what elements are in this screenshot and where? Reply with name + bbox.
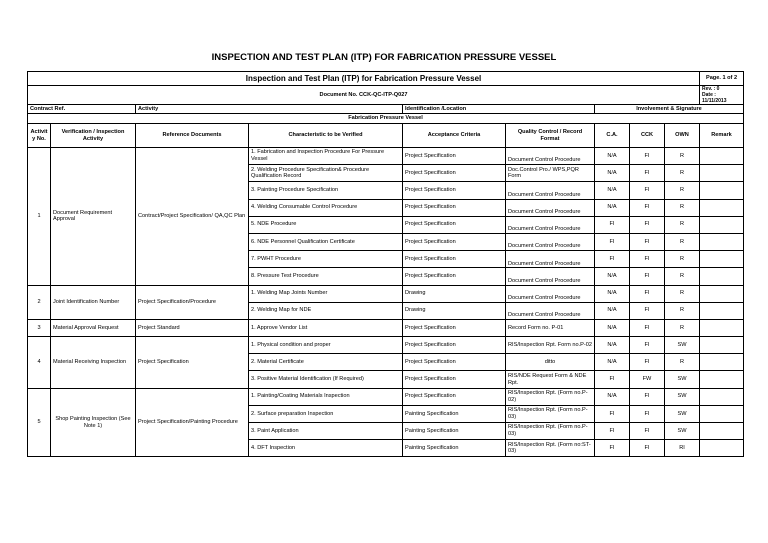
own-value: R [665, 199, 700, 216]
ca-value: FI [595, 216, 630, 233]
remark-value [700, 148, 744, 165]
col-verification: Verification / Inspection Activity [51, 124, 136, 148]
qc-record-format: Document Control Procedure [506, 251, 595, 268]
acceptance-criteria: Project Specification [403, 388, 506, 405]
reference-documents: Project Specification/Painting Procedure [136, 388, 249, 457]
table-row [28, 148, 744, 165]
qc-record-format: RIS/Inspection Rpt. (Form no:ST-03) [506, 440, 595, 457]
qc-record-format: RIS/Inspection Rpt. (Form no.P-03) [506, 423, 595, 440]
verification-activity: Document Requirement Approval [51, 148, 136, 286]
qc-record-format: Document Control Procedure [506, 148, 595, 165]
activity-number: 5 [28, 388, 51, 457]
qc-record-format: Record Form no. P-01 [506, 319, 595, 336]
own-value: R [665, 233, 700, 250]
activity-label: Activity [136, 105, 403, 114]
characteristic: 4. Welding Consumable Control Procedure [249, 199, 403, 216]
remark-value [700, 268, 744, 285]
ca-value: N/A [595, 182, 630, 199]
qc-record-format: Document Control Procedure [506, 285, 595, 302]
acceptance-criteria: Project Specification [403, 182, 506, 199]
own-value: R [665, 268, 700, 285]
qc-record-format: RIS/NDE Request Form & NDE Rpt. [506, 371, 595, 388]
characteristic: 1. Painting/Coating Materials Inspection [249, 388, 403, 405]
qc-record-format: RIS/Inspection Rpt. Form no.P-02 [506, 337, 595, 354]
own-value: SW [665, 337, 700, 354]
own-value: SW [665, 405, 700, 422]
characteristic: 4. DFT Inspection [249, 440, 403, 457]
qc-record-format: Doc.Control Pro./ WPS,PQR Form [506, 165, 595, 182]
table-row [28, 337, 744, 354]
acceptance-criteria: Project Specification [403, 251, 506, 268]
qc-record-format: RIS/Inspection Rpt. (Form no.P-02) [506, 388, 595, 405]
table-row [28, 285, 744, 302]
reference-documents: Project Specification/Procedure [136, 285, 249, 319]
col-cck: CCK [630, 124, 665, 148]
qc-record-format: Document Control Procedure [506, 302, 595, 319]
verification-activity: Shop Painting Inspection (See Note 1) [51, 388, 136, 457]
col-acceptance: Acceptance Criteria [403, 124, 506, 148]
qc-record-format: Document Control Procedure [506, 199, 595, 216]
cck-value: FI [630, 285, 665, 302]
qc-record-format: Document Control Procedure [506, 268, 595, 285]
cck-value: FI [630, 319, 665, 336]
involvement-label: Involvement & Signature [595, 105, 744, 114]
own-value: R [665, 285, 700, 302]
rev-date [700, 86, 744, 105]
qc-record-format: Document Control Procedure [506, 233, 595, 250]
cck-value: FI [630, 423, 665, 440]
cck-value: FI [630, 148, 665, 165]
characteristic: 3. Paint Application [249, 423, 403, 440]
remark-value [700, 423, 744, 440]
characteristic: 7. PWHT Procedure [249, 251, 403, 268]
own-value: R [665, 319, 700, 336]
itp-table [27, 71, 744, 457]
remark-value [700, 233, 744, 250]
own-value: SW [665, 371, 700, 388]
own-value: R [665, 165, 700, 182]
ca-value: FI [595, 440, 630, 457]
ca-value: N/A [595, 268, 630, 285]
remark-value [700, 405, 744, 422]
remark-value [700, 337, 744, 354]
own-value: R [665, 148, 700, 165]
ca-value: N/A [595, 388, 630, 405]
ca-value: FI [595, 251, 630, 268]
acceptance-criteria: Project Specification [403, 233, 506, 250]
remark-value [700, 388, 744, 405]
remark-value [700, 251, 744, 268]
own-value: R [665, 354, 700, 371]
itp-title: Inspection and Test Plan (ITP) for Fabrication Pressure Vessel [28, 72, 700, 86]
characteristic: 1. Welding Map Joints Number [249, 285, 403, 302]
own-value: R [665, 302, 700, 319]
acceptance-criteria: Project Specification [403, 148, 506, 165]
acceptance-criteria: Project Specification [403, 216, 506, 233]
characteristic: 2. Material Certificate [249, 354, 403, 371]
cck-value: FI [630, 182, 665, 199]
ca-value: N/A [595, 165, 630, 182]
qc-record-format: RIS/Inspection Rpt. (Form no.P-03) [506, 405, 595, 422]
own-value: R [665, 182, 700, 199]
ca-value: N/A [595, 337, 630, 354]
cck-value: FI [630, 216, 665, 233]
verification-activity: Joint Identification Number [51, 285, 136, 319]
remark-value [700, 440, 744, 457]
cck-value: FI [630, 268, 665, 285]
page-number: Page. 1 of 2 [700, 72, 744, 86]
activity-number: 4 [28, 337, 51, 389]
characteristic: 8. Pressure Test Procedure [249, 268, 403, 285]
own-value: RI [665, 440, 700, 457]
ca-value: N/A [595, 199, 630, 216]
qc-record-format: ditto [506, 354, 595, 371]
activity-number: 3 [28, 319, 51, 336]
characteristic: 2. Welding Procedure Specification& Procedure Qualification Record [249, 165, 403, 182]
identification-label: Identification /Location [403, 105, 595, 114]
acceptance-criteria: Drawing [403, 285, 506, 302]
remark-value [700, 182, 744, 199]
acceptance-criteria: Project Specification [403, 354, 506, 371]
characteristic: 1. Physical condition and proper [249, 337, 403, 354]
acceptance-criteria: Painting Specification [403, 423, 506, 440]
section-title: Fabrication Pressure Vessel [28, 114, 744, 124]
activity-number: 2 [28, 285, 51, 319]
document-title: INSPECTION AND TEST PLAN (ITP) FOR FABRICATION PRESSURE VESSEL [211, 52, 557, 63]
table-row [28, 388, 744, 405]
acceptance-criteria: Project Specification [403, 268, 506, 285]
ca-value: FI [595, 405, 630, 422]
col-own: OWN [665, 124, 700, 148]
characteristic: 3. Painting Procedure Specification [249, 182, 403, 199]
reference-documents: Contract/Project Specification/ QA,QC Plan [136, 148, 249, 286]
reference-documents: Project Standard [136, 319, 249, 336]
cck-value: FI [630, 388, 665, 405]
acceptance-criteria: Drawing [403, 302, 506, 319]
characteristic: 1. Approve Vendor List [249, 319, 403, 336]
own-value: R [665, 216, 700, 233]
qc-record-format: Document Control Procedure [506, 216, 595, 233]
verification-activity: Material Receiving Inspection [51, 337, 136, 389]
contract-ref: Contract Ref. [28, 105, 136, 114]
ca-value: N/A [595, 148, 630, 165]
col-ca: C.A. [595, 124, 630, 148]
cck-value: FI [630, 251, 665, 268]
cck-value: FW [630, 371, 665, 388]
ca-value: FI [595, 423, 630, 440]
remark-value [700, 216, 744, 233]
cck-value: FI [630, 337, 665, 354]
col-remark: Remark [700, 124, 744, 148]
acceptance-criteria: Project Specification [403, 319, 506, 336]
cck-value: FI [630, 405, 665, 422]
ca-value: N/A [595, 319, 630, 336]
ca-value: N/A [595, 354, 630, 371]
characteristic: 5. NDE Procedure [249, 216, 403, 233]
acceptance-criteria: Painting Specification [403, 405, 506, 422]
ca-value: FI [595, 371, 630, 388]
characteristic: 2. Welding Map for NDE [249, 302, 403, 319]
characteristic: 1. Fabrication and Inspection Procedure For Pressure Vessel [249, 148, 403, 165]
col-qc-record: Quality Control / Record Format [506, 124, 595, 148]
ca-value: N/A [595, 285, 630, 302]
remark-value [700, 199, 744, 216]
own-value: SW [665, 388, 700, 405]
cck-value: FI [630, 233, 665, 250]
col-activity-no: Activit y No. [28, 124, 51, 148]
characteristic: 3. Positive Material Identification (If Required) [249, 371, 403, 388]
cck-value: FI [630, 354, 665, 371]
acceptance-criteria: Project Specification [403, 165, 506, 182]
cck-value: FI [630, 440, 665, 457]
characteristic: 6. NDE Personnel Qualification Certificate [249, 233, 403, 250]
own-value: SW [665, 423, 700, 440]
remark-value [700, 285, 744, 302]
remark-value [700, 371, 744, 388]
ca-value: N/A [595, 302, 630, 319]
reference-documents: Project Specification [136, 337, 249, 389]
remark-value [700, 302, 744, 319]
acceptance-criteria: Painting Specification [403, 440, 506, 457]
remark-value [700, 354, 744, 371]
date: Date : 11/11/2013 [702, 92, 727, 104]
acceptance-criteria: Project Specification [403, 337, 506, 354]
document-number: Document No. CCK-QC-ITP-Q027 [28, 86, 700, 105]
remark-value [700, 165, 744, 182]
verification-activity: Material Approval Request [51, 319, 136, 336]
acceptance-criteria: Project Specification [403, 199, 506, 216]
qc-record-format: Document Control Procedure [506, 182, 595, 199]
acceptance-criteria: Project Specification [403, 371, 506, 388]
cck-value: FI [630, 165, 665, 182]
cck-value: FI [630, 199, 665, 216]
table-row [28, 319, 744, 336]
characteristic: 2. Surface preparation Inspection [249, 405, 403, 422]
cck-value: FI [630, 302, 665, 319]
ca-value: FI [595, 233, 630, 250]
revision: Rev. : 0 [702, 86, 720, 92]
activity-number: 1 [28, 148, 51, 286]
col-reference: Reference Documents [136, 124, 249, 148]
col-characteristic: Characteristic to be Verified [249, 124, 403, 148]
own-value: R [665, 251, 700, 268]
remark-value [700, 319, 744, 336]
